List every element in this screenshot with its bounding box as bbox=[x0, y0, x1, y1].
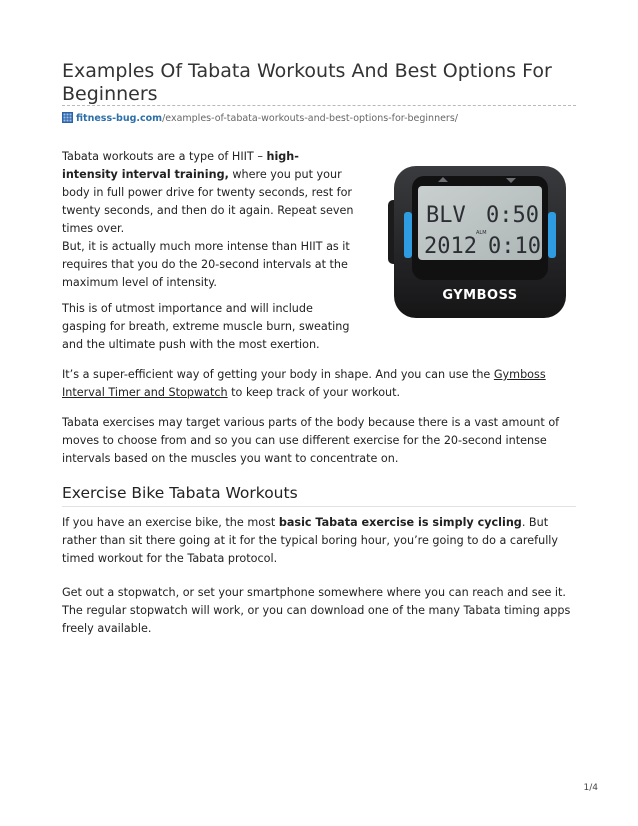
section-heading: Exercise Bike Tabata Workouts bbox=[62, 484, 298, 502]
title-divider bbox=[62, 105, 576, 106]
text-run: Tabata workouts are a type of HIIT – bbox=[62, 150, 267, 163]
text-run: . But rather than sit there going at it for the typical boring hour, you’re going to do a carefully timed workout for the Tabata protocol. bbox=[62, 516, 559, 565]
paragraph-stopwatch: Get out a stopwatch, or set your smartphone somewhere where you can reach and see it. The regular stopwatch will work, or you can download one of the many Tabata timing apps freely available. bbox=[62, 586, 571, 635]
right-accent bbox=[548, 212, 556, 258]
paragraph-targets: Tabata exercises may target various parts of the body because there is a vast amount of moves to choose from and so you can use different exercise for the 20-second intense intervals based on the muscles you want to concentrate on. bbox=[62, 416, 560, 465]
section-divider bbox=[62, 506, 576, 507]
paragraph-intensity: This is of utmost importance and will include gasping for breath, extreme muscle burn, sweating and the ultimate push with the most exertion. bbox=[62, 302, 350, 351]
paragraph-efficient bbox=[62, 366, 578, 402]
text-run: to keep track of your workout. bbox=[227, 386, 401, 399]
bold-run: basic Tabata exercise is simply cycling bbox=[278, 516, 522, 529]
brand-logo: GYMBOSS bbox=[442, 288, 518, 303]
lcd-top-right: 0:50 bbox=[486, 203, 539, 228]
gymboss-timer-image bbox=[380, 152, 576, 324]
site-favicon-icon bbox=[62, 112, 73, 123]
paragraph-bike bbox=[62, 514, 578, 568]
gymboss-link[interactable]: Gymboss Interval Timer and Stopwatch bbox=[62, 368, 546, 399]
left-accent bbox=[404, 212, 412, 258]
text-run: It’s a super-efficient way of getting your body in shape. And you can use the bbox=[62, 368, 494, 381]
bold-run: high-intensity interval training, bbox=[62, 150, 299, 181]
text-run: where you put your body in full power drive for twenty seconds, rest for twenty seconds, and then do it again. Repeat seven times over. bbox=[62, 168, 354, 235]
lcd-bottom-left: 2012 bbox=[424, 234, 477, 259]
lcd-alarm-label: ALM bbox=[476, 230, 487, 236]
text-run: If you have an exercise bike, the most bbox=[62, 516, 279, 529]
article-title: Examples Of Tabata Workouts And Best Options For Beginners bbox=[62, 60, 552, 105]
source-line bbox=[62, 112, 458, 124]
lcd-top-left: BLV bbox=[426, 203, 466, 228]
text-run: But, it is actually much more intense than HIIT as it requires that you do the 20-second intervals at the maximum level of intensity. bbox=[62, 240, 350, 289]
page-number: 1/4 bbox=[583, 783, 598, 793]
source-domain-link[interactable]: fitness-bug.com bbox=[76, 113, 163, 124]
paragraph-intro bbox=[62, 148, 354, 292]
source-path-link[interactable]: /examples-of-tabata-workouts-and-best-options-for-beginners/ bbox=[162, 113, 458, 124]
lcd-bottom-right: 0:10 bbox=[488, 234, 541, 259]
